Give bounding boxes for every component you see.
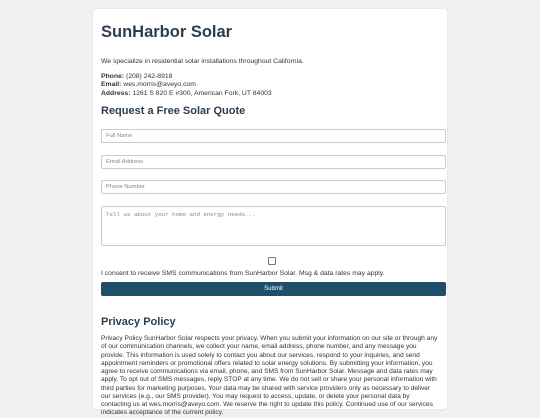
- submit-button[interactable]: Submit: [101, 282, 446, 296]
- message-textarea[interactable]: [101, 206, 446, 246]
- contact-phone-row: [101, 73, 272, 81]
- sms-consent-checkbox[interactable]: [268, 257, 276, 265]
- phone-value: (208) 242-8918: [125, 73, 173, 80]
- privacy-policy-text: Privacy Policy SunHarbor Solar respects your privacy. When you submit your information on our site or through any of our communication channels, we collect your name, email address, phone number, and any message you provide. This information is used solely to contact you about our services, respond to your inquiries, and send appointment reminders or promotional offers related to solar energy solutions. By submitting your information, you agree to receive communications via email, phone, and SMS from SunHarbor Solar. Message and data rates may apply. To opt out of SMS messages, reply STOP at any time. We do not sell or share your personal information with third parties for marketing purposes. Your data may be shared with service providers only as necessary to deliver our services (e.g., our SMS provider). You may request to access, update, or delete your personal data by contacting us at wes.morris@aveyo.com. We reserve the right to update this policy. Continued use of our services indicates acceptance of the current policy.: [101, 335, 438, 417]
- sms-consent-label: I consent to receive SMS communications from SunHarbor Solar. Msg & data rates may apply.: [101, 270, 385, 277]
- address-value: 1261 S 820 E #300, American Fork, UT 84003: [132, 89, 272, 97]
- content-card: [93, 9, 447, 417]
- quote-form-heading: Request a Free Solar Quote: [101, 105, 246, 117]
- contact-address-row: [101, 90, 272, 98]
- contact-info: [101, 73, 272, 98]
- email-label: Email:: [101, 81, 122, 89]
- company-intro: We specialize in residential solar installations throughout California.: [101, 58, 304, 65]
- email-input[interactable]: [101, 155, 446, 169]
- phone-input[interactable]: [101, 180, 446, 194]
- full-name-input[interactable]: [101, 129, 446, 143]
- phone-label: Phone:: [101, 73, 125, 80]
- email-value: wes.morris@aveyo.com: [123, 81, 196, 89]
- address-label: Address:: [101, 89, 131, 97]
- contact-email-row: [101, 81, 272, 89]
- privacy-policy-heading: Privacy Policy: [101, 316, 176, 328]
- company-title: SunHarbor Solar: [101, 23, 233, 41]
